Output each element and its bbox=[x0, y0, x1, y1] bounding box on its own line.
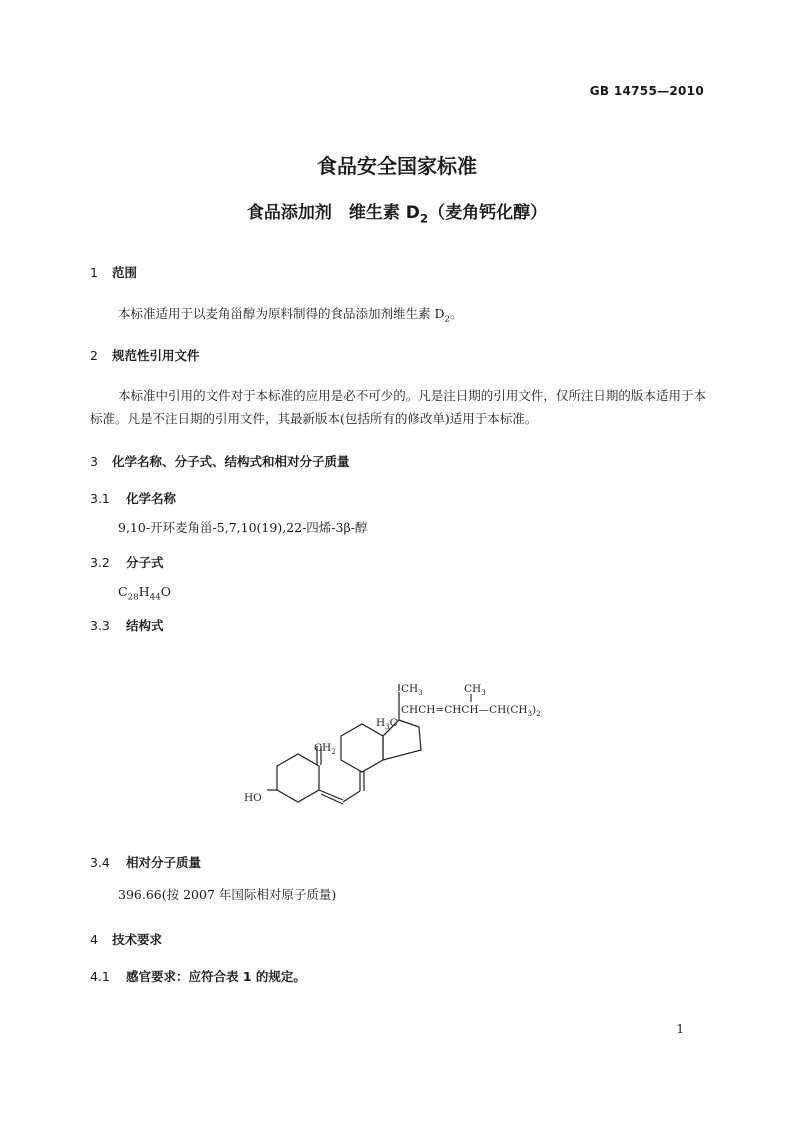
section-3-3-heading: 3.3 结构式 bbox=[90, 618, 164, 633]
chemical-name: 9,10-开环麦角甾-5,7,10(19),22-四烯-3β-醇 bbox=[118, 520, 368, 535]
section-3-1-heading: 3.1 化学名称 bbox=[90, 491, 177, 506]
structural-formula bbox=[235, 668, 565, 818]
section-3-4-heading: 3.4 相对分子质量 bbox=[90, 855, 202, 870]
section-1-text: 本标准适用于以麦角甾醇为原料制得的食品添加剂维生素 $D_2$。 bbox=[118, 306, 463, 325]
ch3-b: $CH_3$ bbox=[464, 683, 486, 697]
molecular-formula: $C_{28}H_{44}O$ bbox=[118, 584, 172, 603]
ch3-a: $CH_3$ bbox=[401, 683, 423, 697]
h3c-label: $H_3C$ bbox=[376, 717, 398, 731]
ring-c bbox=[341, 724, 383, 772]
ho-label: HO bbox=[244, 792, 262, 804]
standard-number: GB 14755—2010 bbox=[589, 84, 704, 98]
page-number: 1 bbox=[676, 1022, 684, 1036]
section-3-2-heading: 3.2 分子式 bbox=[90, 555, 164, 570]
section-4-heading: 4 技术要求 bbox=[90, 932, 163, 947]
ring-a bbox=[277, 754, 319, 802]
section-4-1-heading: 4.1 感官要求：应符合表 1 的规定。 bbox=[90, 969, 306, 984]
ch2-label: $CH_2$ bbox=[314, 742, 336, 756]
section-2-heading: 2 规范性引用文件 bbox=[90, 348, 200, 363]
molecular-mass: 396.66(按 2007 年国际相对原子质量) bbox=[118, 887, 337, 902]
section-3-heading: 3 化学名称、分子式、结构式和相对分子质量 bbox=[90, 454, 350, 469]
document-title: 食品安全国家标准 bbox=[317, 154, 477, 178]
side-chain: $CHCH=CHCH—CH(CH_3)_2$ bbox=[401, 704, 541, 718]
section-2-text: 本标准中引用的文件对于本标准的应用是必不可少的。凡是注日期的引用文件，仅所注日期的版本适用于本标准。凡是不注日期的引用文件，其最新版本(包括所有的修改单)适用于本标准。 bbox=[90, 388, 706, 426]
document-subtitle: 食品添加剂 维生素 $D_2$（麦角钙化醇） bbox=[246, 203, 548, 226]
diene-bond bbox=[343, 791, 360, 802]
section-1-heading: 1 范围 bbox=[90, 265, 138, 280]
